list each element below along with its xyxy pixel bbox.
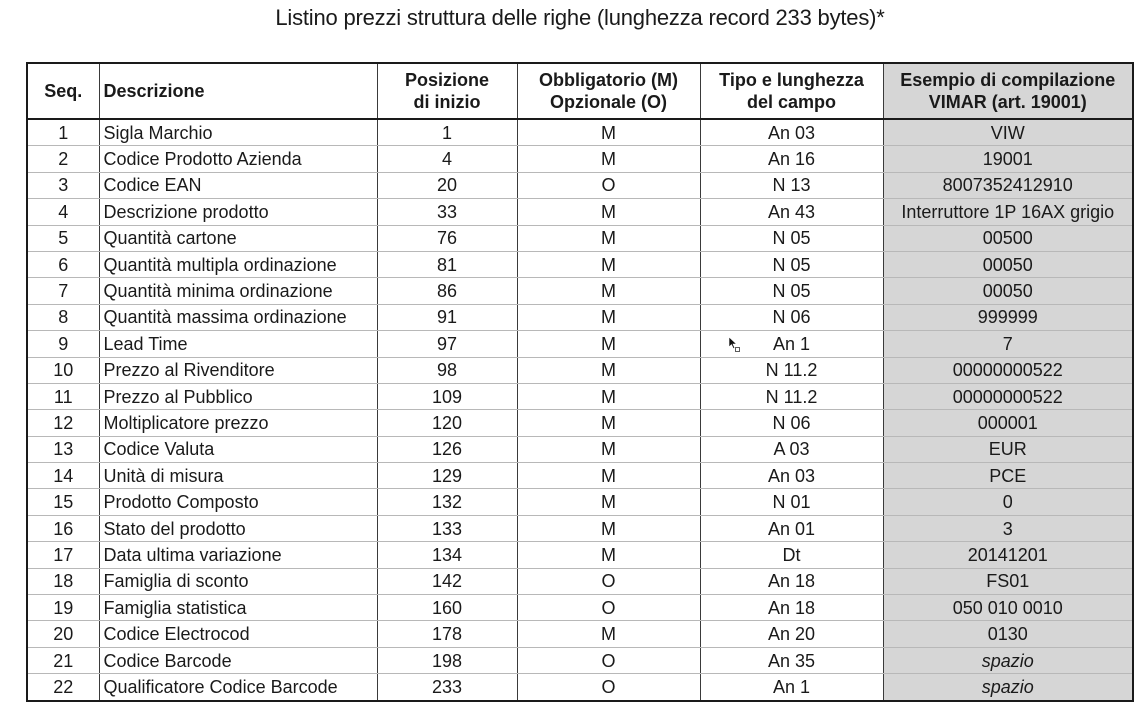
cell-posizione: 198 bbox=[377, 647, 517, 673]
cell-seq: 17 bbox=[27, 542, 99, 568]
cell-descrizione: Qualificatore Codice Barcode bbox=[99, 674, 377, 701]
cell-seq: 2 bbox=[27, 146, 99, 172]
cell-esempio: 000001 bbox=[883, 410, 1133, 436]
cell-tipo: An 1 bbox=[700, 331, 883, 357]
table-row bbox=[27, 515, 1133, 541]
table-row bbox=[27, 542, 1133, 568]
cell-posizione: 91 bbox=[377, 304, 517, 330]
cell-descrizione: Prodotto Composto bbox=[99, 489, 377, 515]
cell-obbligatorio: M bbox=[517, 542, 700, 568]
cell-descrizione: Descrizione prodotto bbox=[99, 199, 377, 225]
table-row bbox=[27, 410, 1133, 436]
cell-descrizione: Quantità multipla ordinazione bbox=[99, 251, 377, 277]
cell-posizione: 1 bbox=[377, 119, 517, 146]
cell-esempio: 3 bbox=[883, 515, 1133, 541]
table-row bbox=[27, 172, 1133, 198]
cell-tipo: An 01 bbox=[700, 515, 883, 541]
cell-posizione: 86 bbox=[377, 278, 517, 304]
cell-esempio: 19001 bbox=[883, 146, 1133, 172]
cell-esempio: 0 bbox=[883, 489, 1133, 515]
cell-descrizione: Quantità massima ordinazione bbox=[99, 304, 377, 330]
cell-posizione: 233 bbox=[377, 674, 517, 701]
cell-seq: 19 bbox=[27, 595, 99, 621]
cell-obbligatorio: M bbox=[517, 119, 700, 146]
table-row bbox=[27, 568, 1133, 594]
cell-seq: 12 bbox=[27, 410, 99, 436]
cell-descrizione: Prezzo al Pubblico bbox=[99, 383, 377, 409]
table-row bbox=[27, 621, 1133, 647]
price-list-table bbox=[26, 62, 1134, 702]
cell-obbligatorio: M bbox=[517, 357, 700, 383]
cell-descrizione: Moltiplicatore prezzo bbox=[99, 410, 377, 436]
cell-obbligatorio: M bbox=[517, 304, 700, 330]
cell-seq: 11 bbox=[27, 383, 99, 409]
cell-esempio: 0130 bbox=[883, 621, 1133, 647]
cell-posizione: 129 bbox=[377, 463, 517, 489]
cell-obbligatorio: M bbox=[517, 489, 700, 515]
header-obbligatorio: Obbligatorio (M) Opzionale (O) bbox=[517, 63, 700, 119]
cell-posizione: 126 bbox=[377, 436, 517, 462]
table-row bbox=[27, 674, 1133, 701]
table-header bbox=[27, 63, 1133, 119]
cell-tipo: An 03 bbox=[700, 119, 883, 146]
cell-tipo: N 11.2 bbox=[700, 357, 883, 383]
cell-descrizione: Data ultima variazione bbox=[99, 542, 377, 568]
cell-esempio: 050 010 0010 bbox=[883, 595, 1133, 621]
cell-seq: 22 bbox=[27, 674, 99, 701]
cell-posizione: 4 bbox=[377, 146, 517, 172]
cell-obbligatorio: M bbox=[517, 199, 700, 225]
table-row bbox=[27, 146, 1133, 172]
cell-tipo: N 05 bbox=[700, 278, 883, 304]
header-tipo: Tipo e lunghezza del campo bbox=[700, 63, 883, 119]
cell-esempio: 00050 bbox=[883, 278, 1133, 304]
cell-tipo: N 06 bbox=[700, 410, 883, 436]
cell-tipo: N 13 bbox=[700, 172, 883, 198]
cell-esempio: 00500 bbox=[883, 225, 1133, 251]
table-row bbox=[27, 251, 1133, 277]
cell-posizione: 97 bbox=[377, 331, 517, 357]
cell-obbligatorio: M bbox=[517, 225, 700, 251]
cell-descrizione: Lead Time bbox=[99, 331, 377, 357]
header-esempio: Esempio di compilazione VIMAR (art. 19001) bbox=[883, 63, 1133, 119]
table-row bbox=[27, 383, 1133, 409]
cell-obbligatorio: M bbox=[517, 463, 700, 489]
cell-seq: 21 bbox=[27, 647, 99, 673]
header-posizione: Posizione di inizio bbox=[377, 63, 517, 119]
cell-seq: 13 bbox=[27, 436, 99, 462]
cell-tipo: An 03 bbox=[700, 463, 883, 489]
cell-esempio: FS01 bbox=[883, 568, 1133, 594]
cell-posizione: 133 bbox=[377, 515, 517, 541]
cell-posizione: 33 bbox=[377, 199, 517, 225]
cell-descrizione: Famiglia statistica bbox=[99, 595, 377, 621]
cell-esempio: 8007352412910 bbox=[883, 172, 1133, 198]
cell-descrizione: Prezzo al Rivenditore bbox=[99, 357, 377, 383]
table-row bbox=[27, 199, 1133, 225]
cell-seq: 5 bbox=[27, 225, 99, 251]
cell-seq: 1 bbox=[27, 119, 99, 146]
cell-obbligatorio: O bbox=[517, 568, 700, 594]
table-row bbox=[27, 489, 1133, 515]
mouse-cursor-icon bbox=[728, 336, 740, 354]
table-row bbox=[27, 595, 1133, 621]
cell-tipo: An 35 bbox=[700, 647, 883, 673]
table-row bbox=[27, 225, 1133, 251]
cell-descrizione: Unità di misura bbox=[99, 463, 377, 489]
cell-esempio: 00000000522 bbox=[883, 383, 1133, 409]
cell-obbligatorio: M bbox=[517, 410, 700, 436]
cell-seq: 3 bbox=[27, 172, 99, 198]
cell-obbligatorio: M bbox=[517, 436, 700, 462]
cell-obbligatorio: M bbox=[517, 146, 700, 172]
cell-obbligatorio: M bbox=[517, 383, 700, 409]
cell-descrizione: Sigla Marchio bbox=[99, 119, 377, 146]
cell-obbligatorio: O bbox=[517, 647, 700, 673]
cell-posizione: 109 bbox=[377, 383, 517, 409]
cell-obbligatorio: O bbox=[517, 172, 700, 198]
table-row bbox=[27, 119, 1133, 146]
cell-posizione: 178 bbox=[377, 621, 517, 647]
cell-descrizione: Famiglia di sconto bbox=[99, 568, 377, 594]
cell-tipo: An 43 bbox=[700, 199, 883, 225]
cell-obbligatorio: O bbox=[517, 595, 700, 621]
cell-posizione: 134 bbox=[377, 542, 517, 568]
cell-obbligatorio: M bbox=[517, 515, 700, 541]
cell-descrizione: Codice Electrocod bbox=[99, 621, 377, 647]
cell-posizione: 20 bbox=[377, 172, 517, 198]
cell-seq: 6 bbox=[27, 251, 99, 277]
table-row bbox=[27, 436, 1133, 462]
cell-posizione: 81 bbox=[377, 251, 517, 277]
cell-obbligatorio: M bbox=[517, 251, 700, 277]
cell-descrizione: Stato del prodotto bbox=[99, 515, 377, 541]
cell-obbligatorio: O bbox=[517, 674, 700, 701]
table-row bbox=[27, 463, 1133, 489]
cell-seq: 9 bbox=[27, 331, 99, 357]
cell-esempio: VIW bbox=[883, 119, 1133, 146]
table-row bbox=[27, 647, 1133, 673]
cell-descrizione: Codice EAN bbox=[99, 172, 377, 198]
document-title: Listino prezzi struttura delle righe (lunghezza record 233 bytes)* bbox=[275, 5, 885, 30]
cell-tipo: An 20 bbox=[700, 621, 883, 647]
cell-tipo: N 05 bbox=[700, 251, 883, 277]
cell-seq: 7 bbox=[27, 278, 99, 304]
table-row bbox=[27, 331, 1133, 357]
header-descrizione: Descrizione bbox=[99, 63, 377, 119]
cell-esempio: PCE bbox=[883, 463, 1133, 489]
cell-posizione: 120 bbox=[377, 410, 517, 436]
header-seq: Seq. bbox=[27, 63, 99, 119]
cell-tipo: N 11.2 bbox=[700, 383, 883, 409]
cell-seq: 14 bbox=[27, 463, 99, 489]
cell-esempio: 00000000522 bbox=[883, 357, 1133, 383]
cell-esempio: 20141201 bbox=[883, 542, 1133, 568]
cell-descrizione: Codice Valuta bbox=[99, 436, 377, 462]
cell-seq: 16 bbox=[27, 515, 99, 541]
cell-posizione: 142 bbox=[377, 568, 517, 594]
cell-seq: 18 bbox=[27, 568, 99, 594]
cell-tipo: An 18 bbox=[700, 595, 883, 621]
cell-seq: 4 bbox=[27, 199, 99, 225]
cell-descrizione: Codice Prodotto Azienda bbox=[99, 146, 377, 172]
cell-tipo: An 16 bbox=[700, 146, 883, 172]
cell-tipo: N 06 bbox=[700, 304, 883, 330]
cell-esempio: Interruttore 1P 16AX grigio bbox=[883, 199, 1133, 225]
cell-descrizione: Codice Barcode bbox=[99, 647, 377, 673]
cell-tipo: N 05 bbox=[700, 225, 883, 251]
cell-esempio: 00050 bbox=[883, 251, 1133, 277]
cell-esempio: EUR bbox=[883, 436, 1133, 462]
cell-seq: 15 bbox=[27, 489, 99, 515]
cell-tipo: An 18 bbox=[700, 568, 883, 594]
table-body bbox=[27, 119, 1133, 701]
cell-obbligatorio: M bbox=[517, 621, 700, 647]
table-row bbox=[27, 304, 1133, 330]
cell-posizione: 132 bbox=[377, 489, 517, 515]
cell-esempio: 7 bbox=[883, 331, 1133, 357]
cell-seq: 20 bbox=[27, 621, 99, 647]
cell-obbligatorio: M bbox=[517, 331, 700, 357]
cell-tipo: A 03 bbox=[700, 436, 883, 462]
cell-obbligatorio: M bbox=[517, 278, 700, 304]
cell-descrizione: Quantità minima ordinazione bbox=[99, 278, 377, 304]
table-row bbox=[27, 278, 1133, 304]
cell-tipo: An 1 bbox=[700, 674, 883, 701]
table-row bbox=[27, 357, 1133, 383]
cell-tipo: N 01 bbox=[700, 489, 883, 515]
cell-esempio: spazio bbox=[883, 647, 1133, 673]
cell-seq: 8 bbox=[27, 304, 99, 330]
cell-posizione: 160 bbox=[377, 595, 517, 621]
cell-posizione: 98 bbox=[377, 357, 517, 383]
cell-seq: 10 bbox=[27, 357, 99, 383]
cell-tipo: Dt bbox=[700, 542, 883, 568]
cell-posizione: 76 bbox=[377, 225, 517, 251]
cell-descrizione: Quantità cartone bbox=[99, 225, 377, 251]
cell-esempio: 999999 bbox=[883, 304, 1133, 330]
cell-esempio: spazio bbox=[883, 674, 1133, 701]
